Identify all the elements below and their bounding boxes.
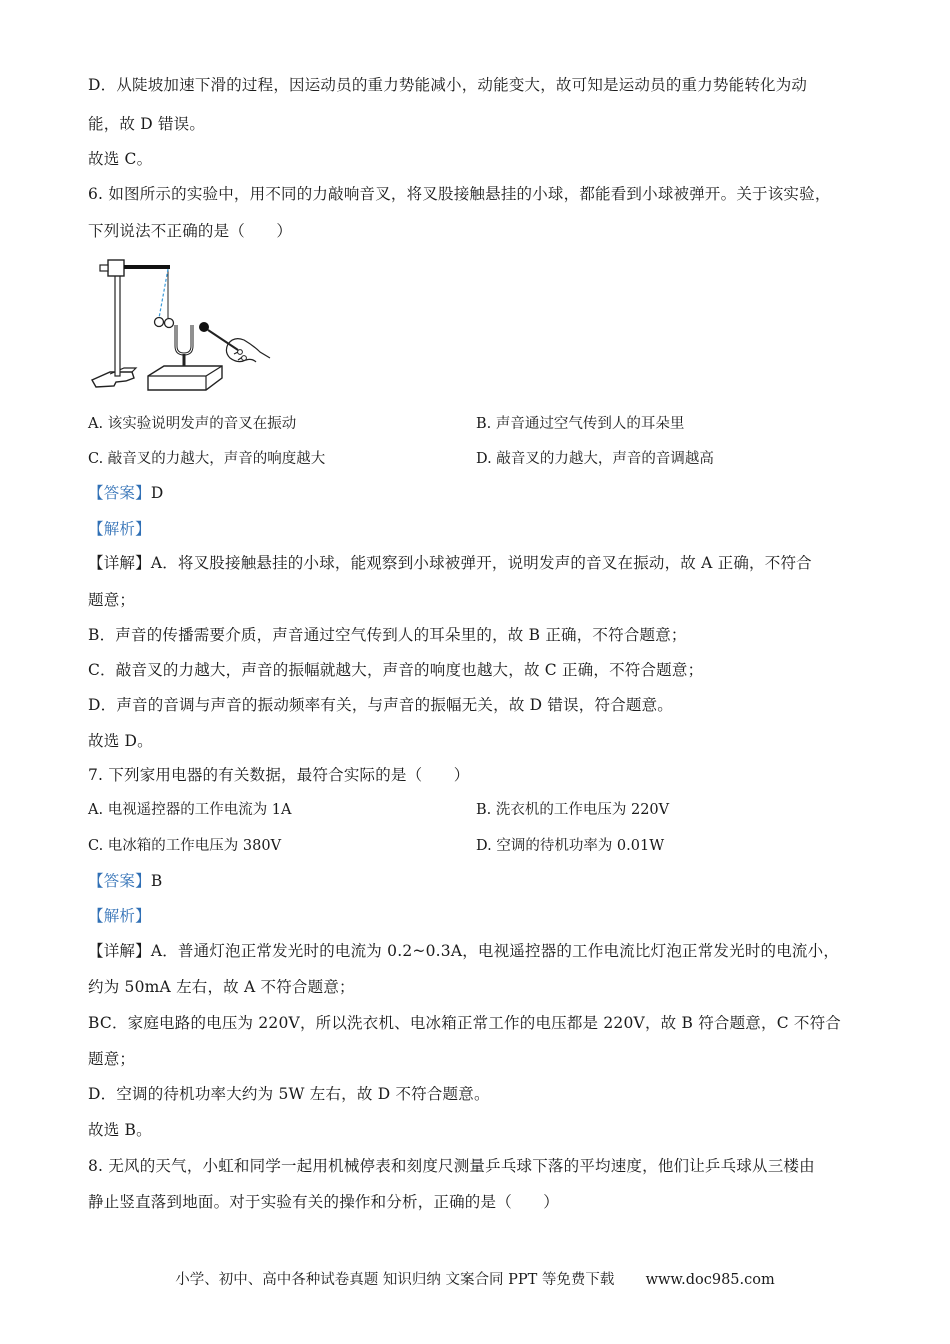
q6-analysis-label: 【解析】 [88, 520, 151, 538]
detail-text: A．普通灯泡正常发光时的电流为 0.2~0.3A，电视遥控器的工作电流比灯泡正常发光时的电流小， [150, 942, 840, 960]
q8-stem-line2: 静止竖直落到地面。对于实验有关的操作和分析，正确的是（ ） [88, 1193, 560, 1211]
prev-option-d-line2: 能，故 D 错误。 [88, 115, 206, 133]
detail-label: 【详解】 [88, 942, 151, 960]
tuning-fork [176, 325, 192, 354]
footer-url[interactable]: www.doc985.com [645, 1272, 775, 1288]
q6-detail-c: C．敲音叉的力越大，声音的振幅就越大，声音的响度也越大，故 C 正确，不符合题意； [88, 661, 704, 679]
stand-base [92, 372, 134, 387]
mallet-head [199, 322, 209, 332]
resonance-box [148, 366, 222, 390]
q7-detail-a1 [88, 940, 839, 962]
q7-option-b: B. 洗衣机的工作电压为 220V [476, 802, 670, 818]
answer-value: D [150, 484, 164, 502]
q6-option-b: B. 声音通过空气传到人的耳朵里 [476, 416, 685, 432]
q7-detail-a2: 约为 50mA 左右，故 A 不符合题意； [88, 978, 355, 996]
detail-label: 【详解】 [88, 554, 151, 572]
q6-detail-a2: 题意； [88, 591, 136, 609]
prev-option-d-line1: D．从陡坡加速下滑的过程，因运动员的重力势能减小，动能变大，故可知是运动员的重力势能转化为动 [88, 76, 808, 94]
q6-stem-line1: 6. 如图所示的实验中，用不同的力敲响音叉，将叉股接触悬挂的小球，都能看到小球被弹开。关于该实验， [88, 185, 831, 203]
prev-conclusion: 故选 C。 [88, 150, 153, 168]
stand-clamp [108, 260, 124, 276]
q7-detail-bc1: BC．家庭电路的电压为 220V，所以洗衣机、电冰箱正常工作的电压都是 220V，故 B 符合题意，C 不符合 [88, 1014, 841, 1032]
stand-arm [124, 265, 170, 269]
q7-analysis-label: 【解析】 [88, 907, 151, 925]
q6-stem-line2: 下列说法不正确的是（ ） [88, 222, 293, 240]
string-deflected [159, 269, 168, 318]
ball [165, 319, 174, 328]
answer-label: 【答案】 [88, 872, 151, 890]
q6-option-a: A. 该实验说明发声的音叉在振动 [88, 416, 297, 432]
q7-option-c: C. 电冰箱的工作电压为 380V [88, 838, 282, 854]
answer-value: B [150, 872, 163, 890]
answer-label: 【答案】 [88, 484, 151, 502]
q6-option-c: C. 敲音叉的力越大，声音的响度越大 [88, 451, 326, 467]
q6-detail-b: B．声音的传播需要介质，声音通过空气传到人的耳朵里的，故 B 正确，不符合题意； [88, 626, 687, 644]
q7-option-a: A. 电视遥控器的工作电流为 1A [88, 802, 292, 818]
hand [226, 339, 270, 362]
q7-conclusion: 故选 B。 [88, 1121, 152, 1139]
q7-answer [88, 870, 162, 892]
q6-detail-d: D．声音的音调与声音的振动频率有关，与声音的振幅无关，故 D 错误，符合题意。 [88, 696, 674, 714]
q6-answer [88, 482, 163, 504]
q7-option-d: D. 空调的待机功率为 0.01W [476, 838, 665, 854]
q6-option-d: D. 敲音叉的力越大，声音的音调越高 [476, 451, 714, 467]
page-footer [0, 1268, 950, 1289]
footer-text: 小学、初中、高中各种试卷真题 知识归纳 文案合同 PPT 等免费下载 [175, 1272, 615, 1288]
q6-detail-a1 [88, 552, 812, 574]
q8-stem-line1: 8. 无风的天气，小虹和同学一起用机械停表和刻度尺测量乒乓球下落的平均速度，他们让乒乓球从三楼由 [88, 1157, 815, 1175]
q6-conclusion: 故选 D。 [88, 732, 153, 750]
q7-detail-d: D．空调的待机功率大约为 5W 左右，故 D 不符合题意。 [88, 1085, 490, 1103]
stand-rod [115, 268, 120, 376]
tuning-fork-figure [88, 254, 273, 396]
detail-text: A．将叉股接触悬挂的小球，能观察到小球被弹开，说明发声的音叉在振动，故 A 正确，不符合 [150, 554, 812, 572]
q7-stem: 7. 下列家用电器的有关数据，最符合实际的是（ ） [88, 766, 470, 784]
ball-deflected [155, 318, 164, 327]
q7-detail-bc2: 题意； [88, 1050, 136, 1068]
